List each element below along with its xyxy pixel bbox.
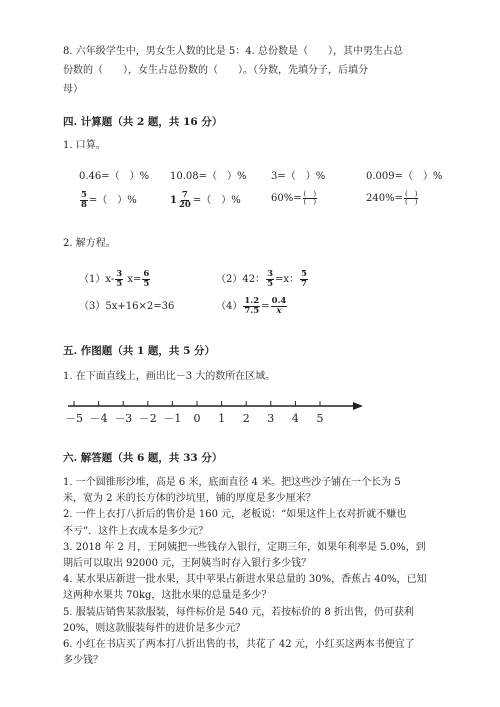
- oral-a3: 3=（ ）%: [271, 171, 326, 182]
- denominator: 20: [178, 200, 191, 210]
- oral-b1: [79, 191, 137, 210]
- section-6-line: 期后可以取出 92000 元，王阿姨当时存入银行多少钱？: [63, 558, 312, 569]
- denominator: 5: [143, 279, 150, 289]
- fraction: [243, 297, 260, 316]
- number-line-tick-label: －3: [114, 412, 133, 425]
- oral-b1-rest: =（ ）%: [88, 195, 137, 206]
- equation-3: （3）5x+16×2=36: [79, 301, 175, 312]
- numerator: 7: [181, 190, 188, 200]
- denominator: 7: [301, 279, 307, 289]
- numerator: 3: [267, 269, 274, 279]
- number-line-tick-label: －2: [138, 412, 157, 425]
- number-line-arrow-icon: [353, 402, 363, 410]
- equation-4: [216, 297, 288, 316]
- numerator: ( ): [303, 190, 317, 198]
- oral-b4-left: 240%=: [366, 193, 403, 204]
- fraction: [178, 191, 192, 210]
- q8-line-2: 份数的（ ），女生占总份数的（ ）。（分数，先填分子，后填分: [63, 65, 368, 76]
- equation-1: [79, 270, 151, 289]
- denominator: ( ): [303, 198, 317, 206]
- section-6-line: 5. 服装店销售某款服装，每件标价是 540 元，若按标价的 8 折出售，仍可获利: [63, 606, 414, 618]
- section-6-line: 20%，则这款服装每件的进价是多少元？: [63, 622, 246, 634]
- q8-line-1: 8. 六年级学生中，男女生人数的比是 5：4. 总份数是（ ），其中男生占总: [63, 46, 403, 57]
- numerator: 5: [301, 269, 307, 279]
- number-line-tick-label: －5: [65, 412, 83, 425]
- number-line-tick-label: －4: [89, 412, 108, 425]
- oral-a4: 0.009=（ ）%: [366, 171, 443, 182]
- oral-a1: 0.46=（ ）%: [79, 171, 150, 182]
- denominator: 5: [267, 279, 274, 289]
- numerator: 6: [143, 269, 150, 279]
- section-6-line: 6. 小红在书店买了两本打八折出售的书，共花了 42 元，小红买这两本书便宜了: [63, 639, 415, 650]
- eq2-mid: =x：: [275, 274, 300, 285]
- number-line: [60, 392, 370, 428]
- fraction: [142, 270, 150, 289]
- number-line-tick-label: －1: [163, 412, 182, 425]
- section-5-heading: 五. 作图题（共 1 题，共 5 分）: [63, 345, 216, 357]
- oral-b2: [170, 191, 241, 210]
- fraction: [303, 191, 317, 206]
- numerator: 5: [81, 190, 87, 200]
- denominator: x: [276, 306, 282, 316]
- eq2-label: （2）42：: [216, 274, 266, 285]
- section-6-line: 多少钱？: [63, 655, 103, 667]
- section-6-line: 2. 一件上衣打八折后的售价是 160 元，老板说：“如果这件上衣对折就不赚也: [63, 509, 407, 521]
- oral-b4: [366, 191, 419, 206]
- section-6-line: 1. 一个圆锥形沙堆，高是 6 米，底面直径 4 米。把这些沙子铺在一个长为 5: [63, 477, 401, 488]
- oral-a2: 10.08=（ ）%: [170, 171, 247, 182]
- number-line-tick-label: 3: [267, 412, 275, 425]
- fraction: [271, 297, 288, 316]
- section-6-line: 不亏”．这件上衣成本是多少元？: [63, 525, 209, 537]
- numerator: 1.2: [244, 296, 260, 306]
- fraction: [115, 270, 123, 289]
- section-4-q1-title: 1. 口算。: [63, 140, 106, 151]
- q8-line-3: 母）: [63, 84, 83, 95]
- oral-b3-left: 60%=: [271, 193, 302, 204]
- number-line-tick-label: 1: [218, 412, 226, 425]
- eq1-label: （1）x-: [79, 274, 115, 285]
- eq4-mid: =: [261, 301, 270, 312]
- fraction: [300, 270, 308, 289]
- oral-b3: [271, 191, 318, 206]
- numerator: 0.4: [271, 296, 287, 306]
- section-6-line: 3. 2018 年 2 月，王阿姨把一些钱存入银行，定期三年，如果年利率是 5.0%，到: [63, 541, 426, 553]
- number-line-tick-label: 5: [316, 412, 324, 425]
- numerator: 3: [116, 269, 123, 279]
- section-6-heading: 六. 解答题（共 6 题，共 33 分）: [63, 452, 223, 464]
- numerator: ( ): [404, 190, 418, 198]
- section-4-heading: 四. 计算题（共 2 题，共 16 分）: [63, 116, 223, 128]
- section-6-line: 米，宽为 2 米的长方体的沙坑里，铺的厚度是多少厘米？: [63, 493, 316, 505]
- section-5-q1: 1. 在下面直线上，画出比－3 大的数所在区域。: [63, 371, 276, 382]
- denominator: 5: [116, 279, 123, 289]
- number-line-tick-label: 0: [193, 412, 201, 425]
- section-4-q2-title: 2. 解方程。: [63, 238, 116, 249]
- denominator: 7.5: [244, 306, 260, 316]
- number-line-tick-label: 2: [242, 412, 250, 425]
- fraction: [404, 191, 418, 206]
- equation-2: [216, 270, 309, 289]
- denominator: 8: [81, 200, 87, 210]
- mixed-whole: 1: [170, 195, 177, 206]
- oral-b2-rest: =（ ）%: [192, 195, 241, 206]
- number-line-tick-label: 4: [291, 412, 299, 425]
- fraction: [266, 270, 274, 289]
- fraction: [80, 191, 88, 210]
- section-6-line: 4. 某水果店新进一批水果，其中苹果占新进水果总量的 30%，香蕉占 40%，已知: [63, 574, 427, 586]
- eq1-mid: x=: [124, 274, 142, 285]
- denominator: ( ): [404, 198, 418, 206]
- eq4-label: （4）: [216, 301, 243, 312]
- section-6-line: 这两种水果共 70kg，这批水果的总量是多少？: [63, 590, 272, 602]
